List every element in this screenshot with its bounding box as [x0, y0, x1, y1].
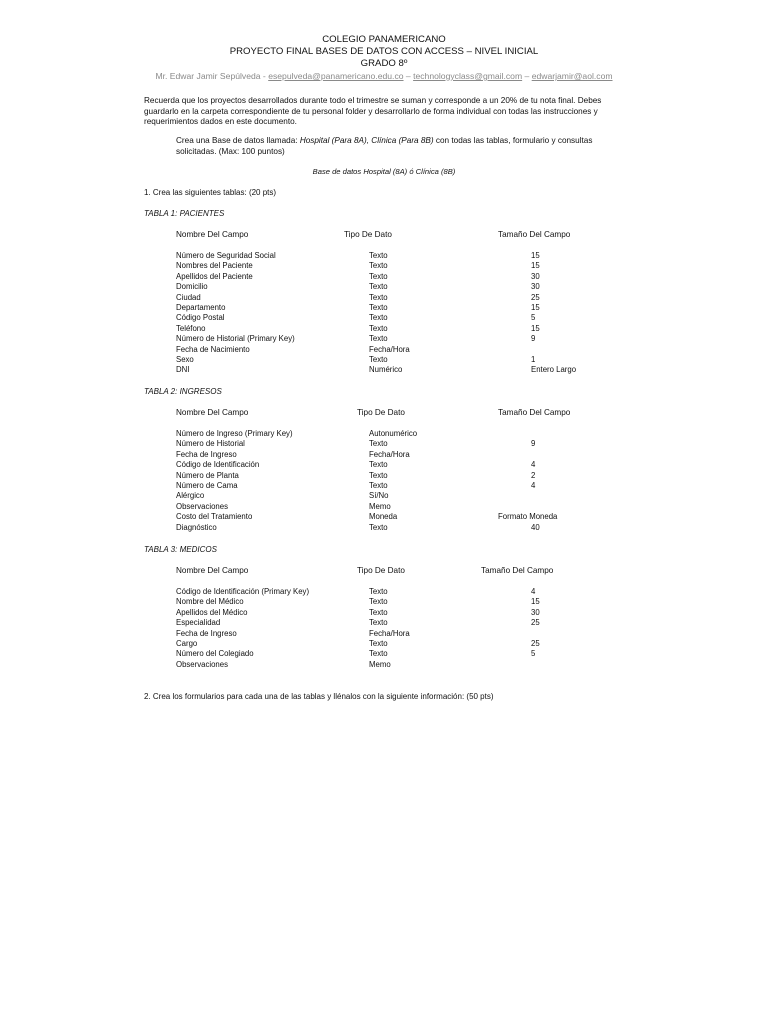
- table-row: [0, 523, 768, 533]
- field-name: Apellidos del Médico: [176, 607, 248, 617]
- table-row: [0, 261, 768, 271]
- field-size: 5: [531, 313, 536, 323]
- table-row: [0, 502, 768, 512]
- table-row: [0, 282, 768, 292]
- separator: –: [522, 71, 532, 81]
- field-type: Texto: [369, 481, 388, 490]
- field-size: 30: [531, 282, 540, 292]
- task-prefix: Crea una Base de datos llamada:: [176, 136, 300, 145]
- field-type: Texto: [369, 282, 388, 292]
- table-row: [0, 649, 768, 659]
- field-name: Código de Identificación: [176, 460, 260, 470]
- field-name: Costo del Tratamiento: [176, 512, 253, 522]
- table-row: [0, 439, 768, 449]
- email-link-1[interactable]: esepulveda@panamericano.edu.co: [268, 71, 404, 81]
- table-row: [0, 587, 768, 597]
- field-name: Apellidos del Paciente: [176, 271, 253, 281]
- field-size: 30: [531, 271, 540, 281]
- field-name: Número de Cama: [176, 481, 238, 490]
- table-3-header-type: Tipo De Dato: [357, 566, 405, 575]
- field-size: Formato Moneda: [498, 512, 558, 522]
- field-name: Número de Ingreso (Primary Key): [176, 429, 293, 438]
- table-row: [0, 629, 768, 639]
- table-row: [0, 460, 768, 470]
- field-type: Texto: [369, 313, 388, 323]
- field-size: 1: [531, 355, 536, 364]
- field-type: Texto: [369, 597, 388, 607]
- table-row: [0, 345, 768, 355]
- field-name: Alérgico: [176, 491, 205, 501]
- field-name: Departamento: [176, 303, 226, 312]
- table-2-header-type: Tipo De Dato: [357, 408, 405, 417]
- step-1: 1. Crea las siguientes tablas: (20 pts): [144, 188, 277, 197]
- school-name: COLEGIO PANAMERICANO: [322, 34, 446, 45]
- field-name: Ciudad: [176, 292, 201, 302]
- field-size: 9: [531, 334, 536, 344]
- field-type: Numérico: [369, 365, 403, 375]
- table-1-title: TABLA 1: PACIENTES: [144, 209, 225, 218]
- table-row: [0, 324, 768, 334]
- table-row: [0, 491, 768, 501]
- field-type: Texto: [369, 607, 388, 617]
- field-size: 15: [531, 597, 540, 607]
- field-type: Autonumérico: [369, 429, 418, 438]
- table-row: [0, 293, 768, 303]
- field-name: Cargo: [176, 639, 198, 648]
- field-size: 25: [531, 618, 540, 628]
- table-3-header-size: Tamaño Del Campo: [481, 566, 554, 575]
- field-name: Número del Colegiado: [176, 649, 254, 659]
- field-name: Fecha de Ingreso: [176, 628, 237, 638]
- field-size: 2: [531, 470, 536, 480]
- field-size: 5: [531, 649, 536, 659]
- field-size: 4: [531, 587, 536, 596]
- field-name: Observaciones: [176, 659, 229, 669]
- field-type: Texto: [369, 460, 388, 470]
- table-row: [0, 355, 768, 365]
- field-type: Fecha/Hora: [369, 344, 410, 354]
- field-type: Texto: [369, 323, 388, 333]
- field-name: Fecha de Nacimiento: [176, 344, 250, 354]
- field-name: Código Postal: [176, 313, 225, 323]
- field-name: Número de Historial: [176, 439, 245, 449]
- field-size: 4: [531, 460, 536, 470]
- field-type: Memo: [369, 659, 391, 669]
- field-size: 15: [531, 303, 540, 312]
- field-type: Texto: [369, 261, 388, 271]
- step-2: 2. Crea los formularios para cada una de las tablas y llénalos con la siguiente información: (50 pts): [144, 692, 494, 701]
- db-name-clinica: Clínica (Para 8B): [371, 136, 434, 145]
- field-size: 25: [531, 292, 540, 302]
- table-row: [0, 639, 768, 649]
- field-type: Texto: [369, 251, 388, 260]
- table-row: [0, 450, 768, 460]
- field-type: Fecha/Hora: [369, 449, 410, 459]
- field-name: Especialidad: [176, 618, 221, 628]
- table-row: [0, 429, 768, 439]
- table-row: [0, 303, 768, 313]
- field-type: Texto: [369, 587, 388, 596]
- field-name: Teléfono: [176, 323, 206, 333]
- table-row: [0, 618, 768, 628]
- table-row: [0, 251, 768, 261]
- table-row: [0, 272, 768, 282]
- field-size: 15: [531, 323, 540, 333]
- table-row: [0, 481, 768, 491]
- teacher-name: Mr. Edwar Jamir Sepúlveda -: [155, 71, 269, 81]
- task-suffix: con todas las tablas, formulario y consultas solicitadas. (Max: 100 puntos): [176, 136, 593, 156]
- field-name: Código de Identificación (Primary Key): [176, 587, 310, 596]
- field-type: Sí/No: [369, 491, 389, 501]
- table-1-header-size: Tamaño Del Campo: [498, 230, 571, 239]
- db-name-hospital: Hospital (Para 8A): [299, 136, 367, 145]
- project-title: PROYECTO FINAL BASES DE DATOS CON ACCESS – NIVEL INICIAL: [229, 46, 539, 57]
- table-row: [0, 608, 768, 618]
- field-name: Número de Planta: [176, 470, 239, 480]
- field-name: Nombres del Paciente: [176, 261, 253, 271]
- field-type: Texto: [369, 639, 388, 648]
- field-type: Texto: [369, 292, 388, 302]
- task-comma: ,: [366, 136, 372, 145]
- table-row: [0, 471, 768, 481]
- table-row: [0, 512, 768, 522]
- field-name: DNI: [176, 365, 190, 375]
- field-type: Texto: [369, 439, 388, 449]
- table-3-header-field: Nombre Del Campo: [176, 566, 249, 575]
- db-subtitle: Base de datos Hospital (8A) ó Clínica (8B): [312, 167, 456, 176]
- field-size: 9: [531, 439, 536, 449]
- table-2-title: TABLA 2: INGRESOS: [144, 387, 222, 396]
- table-row: [0, 597, 768, 607]
- table-1-header-type: Tipo De Dato: [344, 230, 392, 239]
- field-type: Memo: [369, 501, 391, 511]
- field-size: Entero Largo: [531, 365, 577, 375]
- field-size: 15: [531, 251, 540, 260]
- grade-label: GRADO 8º: [360, 58, 408, 69]
- field-type: Texto: [369, 470, 388, 480]
- field-name: Observaciones: [176, 501, 229, 511]
- email-link-3[interactable]: edwarjamir@aol.com: [531, 71, 613, 81]
- field-size: 25: [531, 639, 540, 648]
- field-size: 30: [531, 607, 540, 617]
- email-link-2[interactable]: technologyclass@gmail.com: [413, 71, 523, 81]
- table-row: [0, 365, 768, 375]
- task-paragraph: [176, 136, 616, 157]
- field-type: Texto: [369, 649, 388, 659]
- table-row: [0, 334, 768, 344]
- field-name: Número de Historial (Primary Key): [176, 334, 295, 344]
- field-name: Nombre del Médico: [176, 597, 244, 607]
- field-type: Texto: [369, 334, 388, 344]
- field-size: 40: [531, 522, 540, 532]
- document-header: [0, 34, 768, 82]
- field-type: Moneda: [369, 512, 398, 522]
- table-row: [0, 313, 768, 323]
- table-3-title: TABLA 3: MEDICOS: [144, 545, 217, 554]
- field-size: 15: [531, 261, 540, 271]
- field-name: Número de Seguridad Social: [176, 251, 276, 260]
- table-2-header-size: Tamaño Del Campo: [498, 408, 571, 417]
- table-1-header-field: Nombre Del Campo: [176, 230, 249, 239]
- field-type: Texto: [369, 522, 388, 532]
- teacher-contacts: [0, 70, 768, 82]
- table-row: [0, 660, 768, 670]
- field-size: 4: [531, 481, 536, 490]
- field-name: Diagnóstico: [176, 522, 217, 532]
- intro-paragraph: Recuerda que los proyectos desarrollados durante todo el trimestre se suman y corresponde a un 20% de tu nota final. Debes guardarlo en la carpeta correspondiente de tu personal folder y desarrollarlo de forma individual con todas las instrucciones y requerimientos dados en este documento.: [144, 96, 602, 126]
- field-type: Fecha/Hora: [369, 628, 410, 638]
- field-name: Fecha de Ingreso: [176, 449, 237, 459]
- field-name: Domicilio: [176, 282, 208, 292]
- field-type: Texto: [369, 355, 388, 364]
- field-type: Texto: [369, 303, 388, 312]
- table-2-header-field: Nombre Del Campo: [176, 408, 249, 417]
- field-type: Texto: [369, 271, 388, 281]
- field-name: Sexo: [176, 355, 194, 364]
- field-type: Texto: [369, 618, 388, 628]
- separator: –: [403, 71, 414, 81]
